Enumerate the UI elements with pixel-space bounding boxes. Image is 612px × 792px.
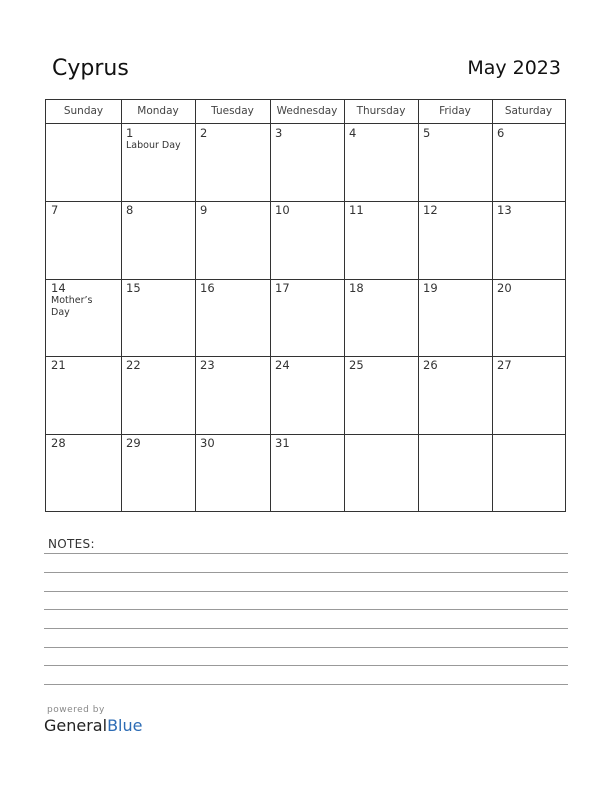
- month-year-title: May 2023: [467, 57, 561, 79]
- day-number: 31: [275, 436, 290, 450]
- day-number: 13: [497, 203, 512, 217]
- day-number: 15: [126, 281, 141, 295]
- day-number: 18: [349, 281, 364, 295]
- notes-line: [44, 647, 568, 648]
- day-number: 5: [423, 126, 431, 140]
- logo-blue-text: Blue: [107, 716, 143, 735]
- weekday-header-saturday: Saturday: [504, 105, 553, 117]
- row-divider: [46, 434, 565, 435]
- day-number: 16: [200, 281, 215, 295]
- column-divider: [418, 100, 419, 511]
- notes-line: [44, 591, 568, 592]
- day-number: 28: [51, 436, 66, 450]
- day-number: 12: [423, 203, 438, 217]
- column-divider: [121, 100, 122, 511]
- day-number: 17: [275, 281, 290, 295]
- holiday-label: Mother’s Day: [51, 295, 93, 318]
- weekday-header-thursday: Thursday: [356, 105, 406, 117]
- day-number: 23: [200, 358, 215, 372]
- notes-label: NOTES:: [48, 537, 95, 551]
- day-number: 22: [126, 358, 141, 372]
- notes-line: [44, 553, 568, 554]
- day-number: 7: [51, 203, 59, 217]
- day-number: 2: [200, 126, 208, 140]
- notes-line: [44, 628, 568, 629]
- notes-line: [44, 572, 568, 573]
- weekday-header-row: [46, 100, 565, 124]
- country-title: Cyprus: [52, 56, 129, 81]
- day-number: 19: [423, 281, 438, 295]
- calendar-grid: [45, 99, 566, 512]
- day-number: 30: [200, 436, 215, 450]
- day-number: 27: [497, 358, 512, 372]
- column-divider: [344, 100, 345, 511]
- weekday-header-monday: Monday: [137, 105, 179, 117]
- day-number: 9: [200, 203, 208, 217]
- row-divider: [46, 279, 565, 280]
- day-number: 21: [51, 358, 66, 372]
- logo-general-text: General: [44, 716, 108, 735]
- notes-line: [44, 665, 568, 666]
- powered-by-text: powered by: [47, 705, 105, 715]
- row-divider: [46, 201, 565, 202]
- column-divider: [270, 100, 271, 511]
- weekday-header-wednesday: Wednesday: [276, 105, 338, 117]
- day-number: 3: [275, 126, 283, 140]
- column-divider: [492, 100, 493, 511]
- row-divider: [46, 356, 565, 357]
- day-number: 14: [51, 281, 66, 295]
- day-number: 20: [497, 281, 512, 295]
- holiday-label: Labour Day: [126, 140, 181, 151]
- day-number: 10: [275, 203, 290, 217]
- weekday-header-tuesday: Tuesday: [211, 105, 254, 117]
- generalblue-logo: [44, 716, 142, 735]
- column-divider: [195, 100, 196, 511]
- day-number: 25: [349, 358, 364, 372]
- day-number: 29: [126, 436, 141, 450]
- weekday-header-friday: Friday: [439, 105, 471, 117]
- day-number: 4: [349, 126, 357, 140]
- day-number: 1: [126, 126, 134, 140]
- day-number: 6: [497, 126, 505, 140]
- day-number: 8: [126, 203, 134, 217]
- day-number: 11: [349, 203, 364, 217]
- notes-line: [44, 684, 568, 685]
- day-number: 26: [423, 358, 438, 372]
- day-number: 24: [275, 358, 290, 372]
- weekday-header-sunday: Sunday: [63, 105, 104, 117]
- notes-line: [44, 609, 568, 610]
